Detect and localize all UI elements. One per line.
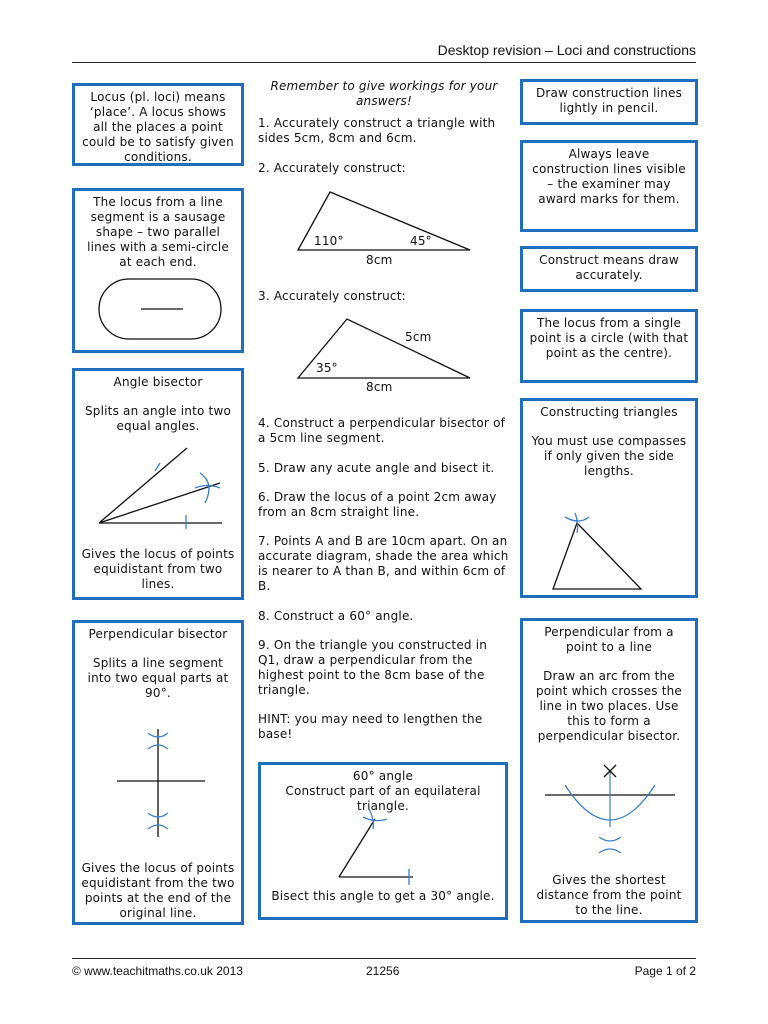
question-3-base-label: 8cm	[366, 380, 393, 394]
constructing-triangles-title: Constructing triangles	[540, 405, 678, 419]
perpendicular-from-point-box	[520, 618, 698, 923]
construct-meaning-box	[520, 246, 698, 292]
question-7: 7. Points A and B are 10cm apart. On an accurate diagram, shade the area which is nearer to A than B, and within 6cm of B.	[258, 534, 509, 593]
locus-definition-box	[72, 83, 244, 166]
question-2-angle-left: 110°	[314, 234, 344, 248]
footer-page-number: Page 1 of 2	[634, 964, 696, 978]
leave-lines-tip-box	[520, 140, 698, 232]
sixty-degree-diagram	[261, 815, 511, 885]
question-3-side-label: 5cm	[405, 330, 432, 344]
constructing-triangles-diagram	[523, 513, 701, 593]
footer-resource-id: 21256	[366, 964, 400, 978]
angle-bisector-description: Splits an angle into two equal angles.	[84, 404, 232, 433]
sixty-degree-footer: Bisect this angle to get a 30° angle.	[271, 889, 495, 903]
angle-bisector-title: Angle bisector	[113, 375, 203, 389]
question-4: 4. Construct a perpendicular bisector of a 5cm line segment.	[258, 416, 506, 445]
point-locus-box	[520, 309, 698, 383]
perpendicular-from-point-description: Draw an arc from the point which crosses the line in two places. Use this to form a perpendicular bisector.	[535, 669, 683, 743]
perpendicular-from-point-title: Perpendicular from a point to a line	[544, 625, 674, 654]
question-1: 1. Accurately construct a triangle with sides 5cm, 8cm and 6cm.	[258, 116, 496, 145]
pencil-tip-box	[520, 79, 698, 125]
question-2-base-label: 8cm	[366, 253, 393, 267]
leave-lines-tip-text: Always leave construction lines visible – the examiner may award marks for them.	[532, 147, 686, 206]
perpendicular-bisector-diagram	[75, 729, 247, 839]
question-6: 6. Draw the locus of a point 2cm away from an 8cm straight line.	[258, 490, 497, 519]
point-locus-text: The locus from a single point is a circle (with that point as the centre).	[529, 316, 689, 360]
angle-bisector-footer: Gives the locus of points equidistant from two lines.	[81, 547, 235, 591]
perpendicular-bisector-box	[72, 620, 244, 925]
locus-definition-text: Locus (pl. loci) means ‘place’. A locus shows all the places a point could be to satisfy given conditions.	[82, 90, 234, 164]
footer-copyright: © www.teachitmaths.co.uk 2013	[72, 964, 243, 978]
constructing-triangles-description: You must use compasses if only given the side lengths.	[531, 434, 687, 478]
construct-meaning-text: Construct means draw accurately.	[539, 253, 679, 282]
hint-text: HINT: you may need to lengthen the base!	[258, 712, 483, 741]
sixty-degree-description: Construct part of an equilateral triangle.	[285, 784, 481, 813]
line-segment-locus-text: The locus from a line segment is a sausage shape – two parallel lines with a semi-circle at each end.	[87, 195, 229, 269]
perpendicular-bisector-footer: Gives the locus of points equidistant from the two points at the end of the original line.	[81, 861, 235, 920]
question-8: 8. Construct a 60° angle.	[258, 609, 414, 623]
constructing-triangles-box	[520, 398, 698, 598]
pencil-tip-text: Draw construction lines lightly in pencil.	[535, 86, 683, 115]
footer-rule	[72, 958, 696, 959]
question-3: 3. Accurately construct:	[258, 289, 406, 303]
angle-bisector-diagram	[75, 443, 247, 543]
question-3-angle-label: 35°	[316, 361, 338, 375]
workings-reminder: Remember to give workings for your answers!	[270, 79, 498, 108]
angle-bisector-box	[72, 368, 244, 600]
line-segment-locus-box	[72, 188, 244, 353]
perpendicular-bisector-title: Perpendicular bisector	[88, 627, 228, 641]
perpendicular-from-point-footer: Gives the shortest distance from the point to the line.	[536, 873, 682, 917]
question-2-angle-right: 45°	[410, 234, 432, 248]
sixty-degree-angle-box	[258, 762, 508, 920]
question-9: 9. On the triangle you constructed in Q1, draw a perpendicular from the highest point to the 8cm base of the triangle.	[258, 638, 488, 697]
page-header-title: Desktop revision – Loci and constructions	[437, 42, 696, 58]
sausage-shape-diagram	[75, 271, 247, 351]
perpendicular-from-point-diagram	[523, 761, 701, 861]
question-2: 2. Accurately construct:	[258, 161, 406, 175]
question-5: 5. Draw any acute angle and bisect it.	[258, 461, 495, 475]
perpendicular-bisector-description: Splits a line segment into two equal parts at 90°.	[87, 656, 229, 700]
header-rule	[72, 62, 696, 63]
sixty-degree-title: 60° angle	[352, 769, 414, 783]
